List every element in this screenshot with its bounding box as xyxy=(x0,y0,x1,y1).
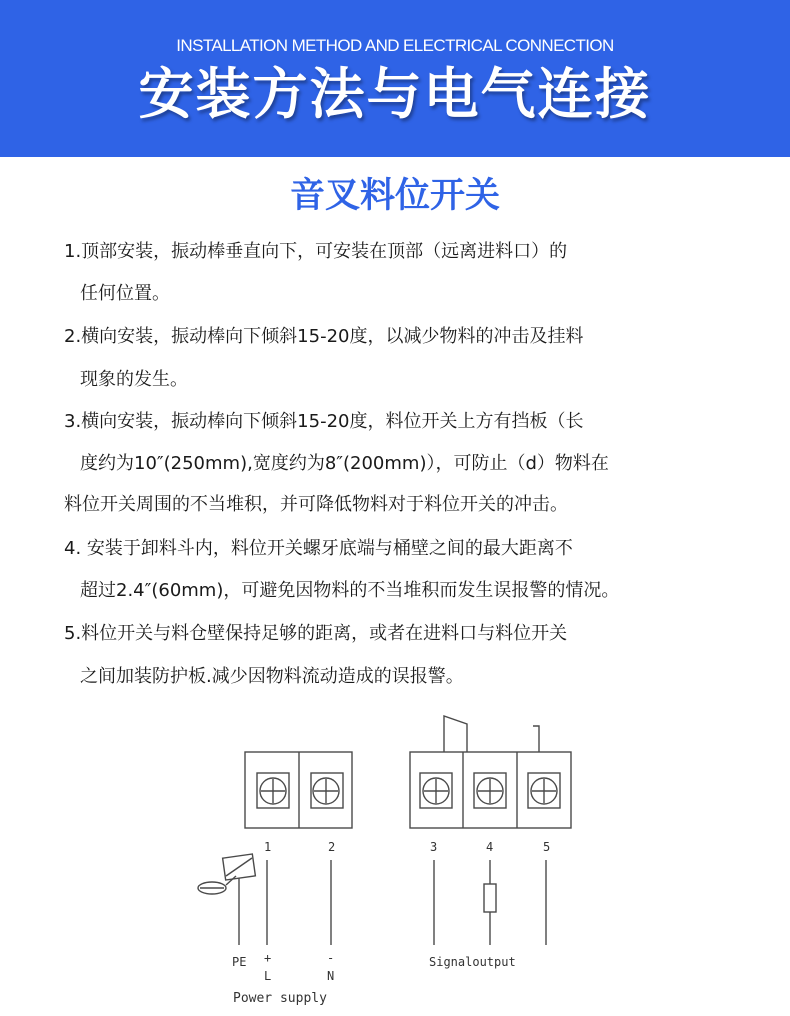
terminal-number: 3 xyxy=(430,840,438,854)
terminal-screw-icon xyxy=(313,778,339,804)
terminal-number: 2 xyxy=(328,840,336,854)
terminal-screw-icon xyxy=(423,778,449,804)
terminal-screw-icon xyxy=(531,778,557,804)
header-banner xyxy=(0,0,790,157)
ground-pe-icon xyxy=(198,854,255,945)
power-supply-label: Power supply xyxy=(233,991,327,1006)
fuse-icon xyxy=(484,884,496,912)
terminal-number: 1 xyxy=(264,840,272,854)
instruction-line: 5.料位开关与料仓壁保持足够的距离，或者在进料口与料位开关 xyxy=(64,623,568,644)
plus-label: + xyxy=(264,951,272,965)
banner-title-en: INSTALLATION METHOD AND ELECTRICAL CONNECTION xyxy=(176,36,614,55)
instruction-line: 度约为10″(250mm),宽度约为8″(200mm)），可防止（d）物料在 xyxy=(80,453,609,474)
n-label: N xyxy=(327,969,335,983)
wiring-diagram xyxy=(0,700,790,1016)
switch-contact-icon xyxy=(444,716,467,752)
instruction-line: 现象的发生。 xyxy=(80,369,188,390)
instruction-line: 超过2.4″(60mm)，可避免因物料的不当堆积而发生误报警的情况。 xyxy=(80,580,620,601)
terminal-number: 4 xyxy=(486,840,494,854)
terminal-number: 5 xyxy=(543,840,551,854)
instruction-line: 4. 安装于卸料斗内，料位开关螺牙底端与桶壁之间的最大距离不 xyxy=(64,538,573,559)
instruction-line: 料位开关周围的不当堆积，并可降低物料对于料位开关的冲击。 xyxy=(64,494,568,515)
l-label: L xyxy=(264,969,272,983)
minus-label: - xyxy=(327,951,335,965)
instruction-line: 1.顶部安装，振动棒垂直向下，可安装在顶部（远离进料口）的 xyxy=(64,241,568,262)
instruction-line: 2.横向安装，振动棒向下倾斜15-20度，以减少物料的冲击及挂料 xyxy=(64,326,584,347)
signal-output-label: Signaloutput xyxy=(429,955,516,969)
pe-label: PE xyxy=(232,955,247,969)
section-title: 音叉料位开关 xyxy=(289,176,500,216)
switch-contact-icon xyxy=(533,726,539,752)
power-terminal-block xyxy=(245,752,352,828)
terminal-screw-icon xyxy=(477,778,503,804)
banner-title-cn: 安装方法与电气连接 xyxy=(138,62,652,126)
instruction-line: 任何位置。 xyxy=(80,283,170,304)
terminal-screw-icon xyxy=(260,778,286,804)
instruction-line: 3.横向安装，振动棒向下倾斜15-20度，料位开关上方有挡板（长 xyxy=(64,411,584,432)
instruction-line: 之间加装防护板.减少因物料流动造成的误报警。 xyxy=(80,666,464,687)
